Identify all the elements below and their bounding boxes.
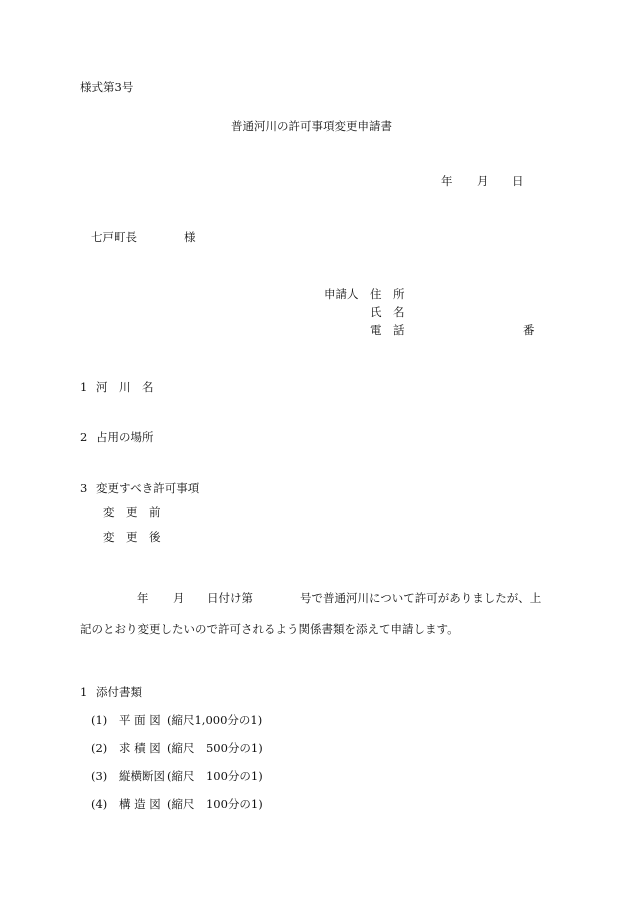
item-3-number: 3 bbox=[80, 481, 88, 495]
attachment-name: 構 造 図 bbox=[119, 797, 161, 811]
body-month: 月 bbox=[173, 591, 185, 605]
attachment-scale: (縮尺 100分の1) bbox=[167, 769, 263, 783]
date-year: 年 bbox=[441, 174, 453, 188]
body-line-1: 号で普通河川について許可がありましたが、上 bbox=[300, 591, 542, 605]
attachment-scale: (縮尺 100分の1) bbox=[167, 797, 263, 811]
item-1-label: 河 川 名 bbox=[96, 380, 154, 394]
applicant-label: 申請人 bbox=[324, 287, 359, 301]
addressee-honorific: 様 bbox=[184, 230, 196, 244]
attachment-name: 縦横断図 bbox=[119, 769, 165, 783]
attachments-number: 1 bbox=[80, 685, 88, 699]
document-title: 普通河川の許可事項変更申請書 bbox=[231, 119, 392, 133]
attachment-number: (4) bbox=[91, 797, 108, 811]
phone-suffix: 番 bbox=[523, 323, 535, 337]
attachment-scale: (縮尺1,000分の1) bbox=[167, 713, 263, 727]
phone-label: 電 話 bbox=[370, 323, 405, 337]
attachment-scale: (縮尺 500分の1) bbox=[167, 741, 263, 755]
date-month: 月 bbox=[477, 174, 489, 188]
item-3-label: 変更すべき許可事項 bbox=[96, 481, 200, 495]
change-before-label: 変 更 前 bbox=[103, 505, 161, 519]
body-year: 年 bbox=[137, 591, 149, 605]
item-2-number: 2 bbox=[80, 430, 88, 444]
change-after-label: 変 更 後 bbox=[103, 530, 161, 544]
attachment-number: (2) bbox=[91, 741, 108, 755]
attachment-name: 平 面 図 bbox=[119, 713, 161, 727]
date-day: 日 bbox=[512, 174, 524, 188]
address-label: 住 所 bbox=[370, 287, 405, 301]
item-2-label: 占用の場所 bbox=[96, 430, 154, 444]
name-label: 氏 名 bbox=[370, 305, 405, 319]
form-number: 様式第3号 bbox=[80, 80, 134, 94]
attachment-number: (1) bbox=[91, 713, 108, 727]
item-1-number: 1 bbox=[80, 380, 88, 394]
body-line-2: 記のとおり変更したいので許可されるよう関係書類を添えて申請します。 bbox=[80, 622, 459, 636]
attachment-name: 求 積 図 bbox=[119, 741, 161, 755]
attachments-heading: 添付書類 bbox=[96, 685, 142, 699]
body-date-issued: 日付け第 bbox=[207, 591, 253, 605]
addressee-name: 七戸町長 bbox=[91, 230, 137, 244]
attachment-number: (3) bbox=[91, 769, 108, 783]
